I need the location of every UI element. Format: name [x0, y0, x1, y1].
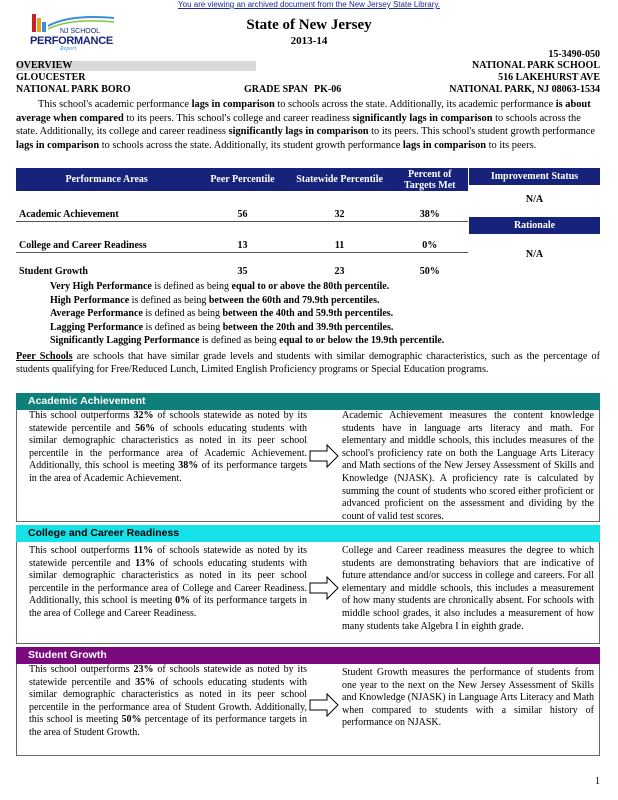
- page-number: 1: [595, 776, 600, 787]
- right-arrow-icon: [309, 692, 339, 718]
- school-name: NATIONAL PARK SCHOOL: [472, 60, 600, 71]
- academic-achievement-header: Academic Achievement: [16, 393, 600, 410]
- rationale-header: Rationale: [469, 217, 600, 234]
- row-area: College and Career Readiness: [19, 240, 147, 251]
- definition-item: High Performance is defined as being between the 60th and 79.9th percentiles.: [50, 294, 380, 306]
- college-career-summary: This school outperforms 11% of schools statewide as noted by its statewide percentile and 13% of schools educating students with similar demographic characteristics as noted in its peer school percentile in the performance area of College and Career Readiness. Additionally, this school is meeting 0% of its performance targets in the area of College and Career Readiness.: [29, 545, 307, 619]
- improvement-status-header: Improvement Status: [469, 168, 600, 185]
- header-performance-areas: Performance Areas: [16, 168, 197, 191]
- peer-schools-definition: Peer Schools are schools that have similar grade levels and students with similar demographic characteristics, such as the percentage of students qualifying for Free/Reduced Lunch, Limited English Proficiency programs or Special Education programs.: [16, 351, 600, 375]
- peer-schools-term: Peer Schools: [16, 351, 73, 362]
- overview-label: OVERVIEW: [16, 60, 73, 71]
- rationale-value: N/A: [525, 249, 544, 260]
- row-targets-met: 38%: [419, 209, 440, 220]
- academic-achievement-summary: This school outperforms 32% of schools statewide as noted by its statewide percentile and 56% of schools educating students with similar demographic characteristics as noted in its peer school percentile in the performance area of Academic Achievement. Additionally, this school is meeting 38% of its performance targets in the area of Academic Achievement.: [29, 410, 308, 484]
- table-row: [16, 191, 468, 222]
- academic-achievement-description: Academic Achievement measures the content knowledge students have in language arts literacy and math. For elementary and middle schools, this includes measures of the school's proficiency rate on both the Language Arts Literacy and Math sections of the New Jersey Assessment of Skills and Knowledge (NJASK). A proficiency rate is calculated by summing the count of students who scored either proficient or advanced proficient on the assessment and dividing by the count of valid test scores.: [342, 410, 594, 522]
- school-year: 2013-14: [290, 35, 328, 47]
- right-arrow-icon: [309, 443, 339, 469]
- school-address-city: NATIONAL PARK, NJ 08063-1534: [449, 84, 600, 95]
- row-peer-percentile: 35: [237, 266, 248, 277]
- row-statewide-percentile: 11: [334, 240, 345, 251]
- student-growth-description: Student Growth measures the performance of students from one year to the next on the New Jersey Assessment of Skills and Knowledge (NJASK) in Language Arts Literacy and Math when compared to students with a similar history of performance on NJASK.: [342, 667, 594, 729]
- school-address-street: 516 LAKEHURST AVE: [498, 72, 600, 83]
- academic-achievement-box: [16, 410, 600, 522]
- logo-line2: PERFORMANCE: [30, 35, 113, 47]
- student-growth-box: [16, 664, 600, 756]
- definition-item: Significantly Lagging Performance is defined as being equal to or below the 19.9th percentile.: [50, 335, 445, 346]
- definition-item: Average Performance is defined as being between the 40th and 59.9th percentiles.: [50, 308, 394, 319]
- page-title: State of New Jersey: [246, 17, 372, 33]
- college-career-box: [16, 542, 600, 644]
- grade-span-label: GRADE SPAN: [244, 84, 308, 95]
- row-area: Academic Achievement: [19, 209, 119, 220]
- definition-item: Lagging Performance is defined as being between the 20th and 39.9th percentiles.: [50, 321, 394, 333]
- logo-line1: NJ SCHOOL: [60, 28, 101, 35]
- college-career-header: College and Career Readiness: [16, 525, 600, 542]
- county-name: GLOUCESTER: [16, 72, 86, 83]
- table-row: [16, 253, 468, 279]
- performance-definitions: [50, 280, 570, 348]
- student-growth-summary: This school outperforms 23% of schools statewide as noted by its statewide percentile and 35% of schools educating students with similar demographic characteristics as noted in its peer school percentile in the performance area of Student Growth. Additionally, this school is meeting 50% percentage of its performance targets in the area of Student Growth.: [29, 664, 308, 738]
- district-name: NATIONAL PARK BORO: [16, 84, 131, 95]
- row-targets-met: 0%: [422, 240, 438, 251]
- improvement-status-value: N/A: [525, 194, 544, 205]
- row-statewide-percentile: 23: [334, 266, 345, 277]
- row-peer-percentile: 56: [237, 209, 248, 220]
- row-targets-met: 50%: [419, 266, 440, 277]
- college-career-description: College and Career readiness measures the degree to which students are demonstrating behaviors that are indicative of future attendance and/or success in college and careers. For all elementary and middle schools, this includes a measurement of how many students are chronically absent. For schools with middle school grades, it also includes a measurement of how many students take Algebra I in eighth grade.: [342, 545, 594, 632]
- row-statewide-percentile: 32: [334, 209, 345, 220]
- row-peer-percentile: 13: [237, 240, 248, 251]
- archive-banner-link[interactable]: You are viewing an archived document from the New Jersey State Library.: [178, 0, 440, 9]
- performance-table: [16, 168, 468, 278]
- school-id: 15-3490-050: [548, 49, 600, 60]
- logo-line3: Report: [60, 46, 77, 52]
- table-row: [16, 222, 468, 253]
- student-growth-header: Student Growth: [16, 647, 600, 664]
- header-statewide-percentile: Statewide Percentile: [288, 168, 392, 191]
- row-area: Student Growth: [19, 266, 88, 277]
- summary-paragraph: This school's academic performance lags in comparison to schools across the state. Additionally, its academic performance is about average when compared to its peers. This school's college and career readiness significantly lags in comparison to schools across the state. Additionally, its college and career readiness significantly lags in comparison to its peers. This school's student growth performance lags in comparison to schools across the state. Additionally, its student growth performance lags in comparison to its peers.: [16, 99, 596, 151]
- grade-span-value: PK-06: [314, 84, 342, 95]
- header-targets-met: Percent of Targets Met: [391, 168, 468, 191]
- definition-item: Very High Performance is defined as being equal to or above the 80th percentile.: [50, 281, 390, 292]
- header-peer-percentile: Peer Percentile: [197, 168, 287, 191]
- right-arrow-icon: [309, 575, 339, 601]
